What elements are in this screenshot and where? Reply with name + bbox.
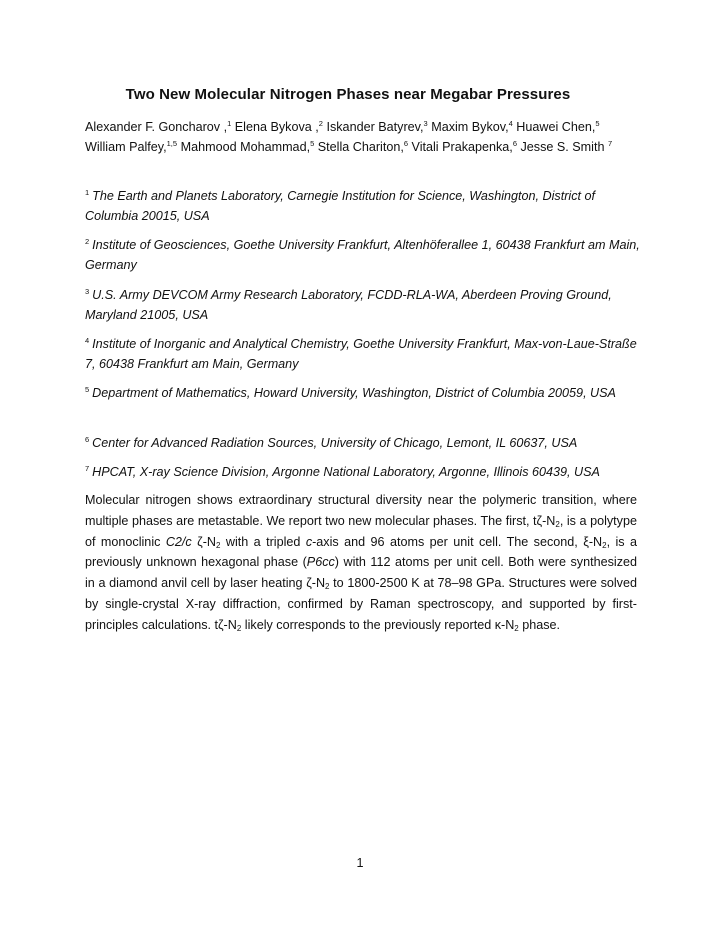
- affiliation-5: [85, 383, 645, 403]
- author-name: William Palfey,: [85, 140, 167, 154]
- abstract-text: ζ-N: [191, 534, 216, 549]
- abstract-text: likely corresponds to the previously reported κ-N: [241, 617, 515, 632]
- author-name: Vitali Prakapenka,: [408, 140, 513, 154]
- subscript: 2: [236, 623, 242, 633]
- abstract: [85, 490, 637, 636]
- affiliation-text: The Earth and Planets Laboratory, Carnegie Institution for Science, Washington, District of Columbia 20015, USA: [85, 189, 596, 223]
- subscript: 2: [216, 540, 221, 550]
- abstract-text: -axis and 96 atoms per unit cell. The second, ξ-N: [312, 534, 603, 549]
- author-name: Iskander Batyrev,: [322, 120, 424, 134]
- space-group: C2/c: [165, 534, 192, 549]
- author-name: Huawei Chen,: [512, 120, 596, 134]
- abstract-text: , is a previously unknown hexagonal phase (: [85, 534, 638, 570]
- affiliation-4: [85, 334, 645, 374]
- abstract-text: ) with 112 atoms per unit cell. Both were synthesized in a diamond anvil cell by laser heating ζ-N: [85, 555, 637, 591]
- author-list: [85, 117, 645, 157]
- space-group: P6cc: [306, 555, 335, 570]
- paper-title: Two New Molecular Nitrogen Phases near Megabar Pressures: [125, 86, 571, 103]
- author-affiliation-marker: 5: [310, 139, 315, 148]
- affiliation-number: 7: [85, 464, 90, 473]
- affiliation-text: Center for Advanced Radiation Sources, University of Chicago, Lemont, IL 60637, USA: [92, 436, 578, 450]
- author-affiliation-marker: 5: [595, 119, 600, 128]
- abstract-text: , is a polytype of monoclinic: [85, 513, 637, 549]
- affiliation-number: 1: [85, 188, 90, 197]
- affiliation-text: HPCAT, X-ray Science Division, Argonne National Laboratory, Argonne, Illinois 60439, USA: [92, 465, 600, 479]
- page-number: 1: [356, 856, 364, 870]
- affiliation-6: [85, 433, 645, 453]
- author-affiliation-marker: 1,5: [166, 139, 178, 148]
- author-affiliation-marker: 6: [403, 139, 409, 148]
- author-affiliation-marker: 1: [227, 119, 232, 128]
- affiliation-3: [85, 285, 645, 325]
- affiliation-number: 4: [85, 336, 90, 345]
- affiliation-number: 5: [85, 385, 90, 394]
- author-name: Elena Bykova ,: [231, 120, 319, 134]
- author-affiliation-marker: 3: [423, 119, 428, 128]
- author-name: Jesse S. Smith: [516, 140, 608, 154]
- affiliation-text: Department of Mathematics, Howard University, Washington, District of Columbia 20059, USA: [92, 386, 616, 400]
- affiliation-2: [85, 235, 645, 275]
- affiliation-number: 3: [85, 287, 90, 296]
- affiliation-1: [85, 186, 645, 226]
- author-affiliation-marker: 4: [508, 119, 513, 128]
- abstract-formula: tζ-N: [533, 513, 556, 528]
- subscript: 2: [325, 582, 330, 592]
- affiliation-number: 2: [85, 237, 90, 246]
- author-affiliation-marker: 2: [318, 119, 323, 128]
- author-name: Stella Chariton,: [314, 140, 404, 154]
- subscript: 2: [514, 623, 519, 633]
- subscript: 2: [602, 540, 607, 550]
- axis-label: c: [305, 534, 313, 549]
- author-name: Maxim Bykov,: [427, 120, 509, 134]
- author-affiliation-marker: 6: [512, 139, 517, 148]
- abstract-text: phase.: [518, 617, 561, 632]
- affiliation-text: Institute of Geosciences, Goethe University Frankfurt, Altenhöferallee 1, 60438 Frankfurt am Main, Germany: [85, 238, 640, 272]
- abstract-text: Molecular nitrogen shows extraordinary structural diversity near the polymeric transition, where multiple phases are metastable. We report two new molecular phases. The first,: [85, 493, 637, 528]
- author-name: Alexander F. Goncharov ,: [85, 120, 228, 134]
- affiliation-number: 6: [85, 435, 90, 444]
- subscript: 2: [555, 519, 560, 529]
- abstract-text: to 1800-2500 K at 78–98 GPa. Structures were solved by single-crystal X-ray diffraction, confirmed by Raman spectroscopy, and supported by first-principles calculations. tζ-N: [85, 576, 637, 632]
- affiliation-text: Institute of Inorganic and Analytical Chemistry, Goethe University Frankfurt, Max-von-Laue-Straße 7, 60438 Frankfurt am Main, Germany: [85, 337, 637, 371]
- affiliation-7: [85, 462, 645, 482]
- author-affiliation-marker: 7: [607, 139, 613, 148]
- abstract-text: with a tripled: [220, 534, 306, 549]
- author-name: Mahmood Mohammad,: [177, 140, 311, 154]
- affiliation-text: U.S. Army DEVCOM Army Research Laboratory, FCDD-RLA-WA, Aberdeen Proving Ground, Maryland 21005, USA: [85, 288, 612, 322]
